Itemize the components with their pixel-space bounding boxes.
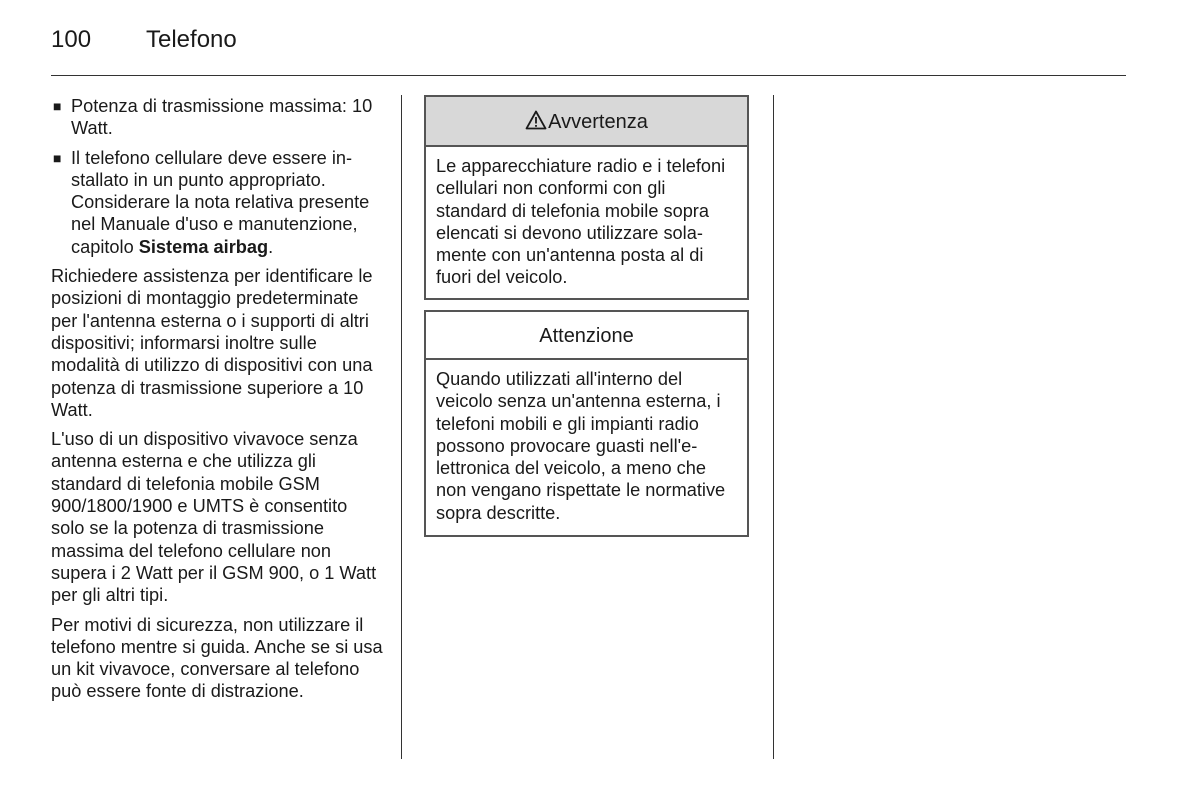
bullet-text-end: . [268,236,274,257]
bullet-square-icon: ■ [53,98,62,114]
bullet-text: Potenza di trasmissione massima: 10 Watt. [71,96,373,139]
paragraph: L'uso di un dispositivo vivavoce senza antenna esterna e che utilizza gli standard di telefonia mobile GSM 900/1800/1900 e UMTS è consentito solo se la potenza di trasmissione massima del telefono cellulare non supera i 2 Watt per il GSM 900, o 1 Watt per gli altri tipi. [51,429,377,606]
page-title: Telefono [146,26,237,53]
paragraph: Per motivi di sicurezza, non utilizzare il telefono mentre si guida. Anche se si usa un kit vivavoce, conversare al telefono può essere fonte di distrazione. [51,614,383,702]
warning-triangle-icon [525,110,547,130]
bullet-item [51,95,383,140]
header-divider [51,75,1126,76]
column-divider-left [401,95,402,759]
warning-box-header [426,97,747,147]
column-divider-right [773,95,774,759]
warning-box-body: Le apparecchiature radio e i telefoni cellulari non conformi con gli standard di telefonia mobile sopra elencati si devono utilizzare solamente con un'antenna posta al di fuori del veicolo. [436,156,726,288]
caution-box-body: Quando utilizzati all'interno del veicolo senza un'antenna esterna, i telefoni mobili e gli impianti radio possono provocare guasti nell'elettronica del veicolo, a meno che non vengano rispettate le normative sopra descritte. [436,369,726,523]
chapter-reference: Sistema airbag [138,236,269,257]
bullet-square-icon: ■ [53,149,62,166]
bullet-text: Il telefono cellulare deve essere installato in un punto appropriato. Considerare la nota relativa presente nel Manuale d'uso e manutenzione, capitolo [71,147,370,257]
caution-box [424,310,749,537]
bullet-item [51,147,383,258]
page-number: 100 [51,26,92,53]
left-column [51,95,383,710]
warning-box [424,95,749,300]
paragraph: Richiedere assistenza per identificare le posizioni di montaggio predeterminate per l'antenna esterna o i supporti di altri dispositivi; informarsi inoltre sulle modalità di utilizzo di dispositivi con una potenza di trasmissione superiore a 10 Watt. [51,266,373,420]
warning-box-title: Avvertenza [548,111,648,133]
caution-box-header: Attenzione [426,312,747,360]
